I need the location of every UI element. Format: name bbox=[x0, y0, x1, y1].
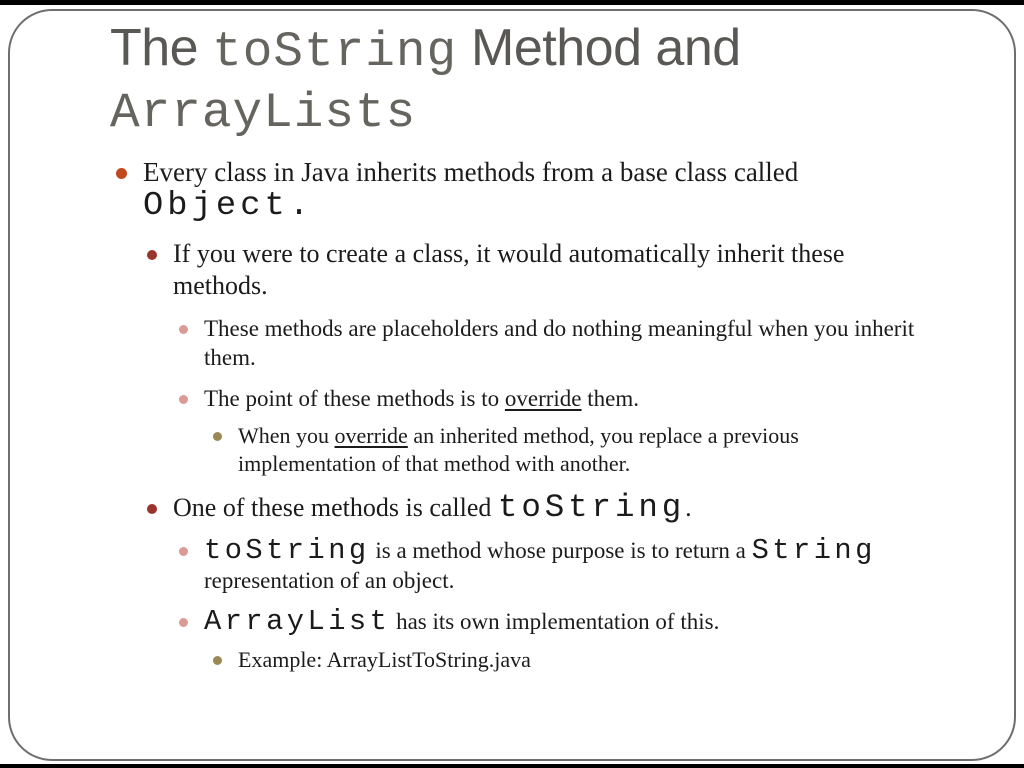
bullet-item-level-4 bbox=[0, 646, 1002, 674]
bullet-text bbox=[204, 536, 1002, 595]
bullet-item-level-2 bbox=[0, 488, 1002, 526]
text-run: The point of these methods is to bbox=[204, 385, 505, 411]
code-text: ArrayLists bbox=[110, 85, 417, 141]
code-text: toString bbox=[212, 24, 458, 80]
text-run: Example: ArrayListToString.java bbox=[238, 646, 531, 672]
bullet-dot-icon bbox=[179, 618, 188, 627]
code-text: toString bbox=[204, 534, 370, 568]
text-run: These methods are placeholders and do nothing meaningful when you inherit bbox=[204, 315, 915, 341]
underlined-text: override bbox=[334, 422, 408, 448]
text-run: The bbox=[110, 19, 213, 77]
text-run: an inherited method, you replace a previous bbox=[407, 422, 799, 448]
bottom-edge-bar bbox=[0, 764, 1024, 768]
bullet-item-level-4 bbox=[0, 422, 1002, 478]
text-run: methods. bbox=[173, 270, 268, 300]
code-text: toString bbox=[497, 488, 686, 526]
bullet-text bbox=[238, 422, 1002, 478]
bullet-item-level-2 bbox=[0, 238, 1002, 302]
top-edge-bar bbox=[0, 0, 1024, 5]
text-run: implementation of that method with another. bbox=[238, 450, 631, 476]
code-text: String bbox=[751, 534, 876, 568]
text-run: has its own implementation of this. bbox=[390, 609, 720, 634]
text-run: representation of an object. bbox=[204, 568, 455, 593]
bullet-dot-icon bbox=[147, 504, 157, 514]
bullet-item-level-1 bbox=[0, 156, 1002, 224]
code-text: Object. bbox=[143, 187, 314, 225]
slide-title bbox=[110, 18, 990, 140]
bullet-dot-icon bbox=[147, 250, 157, 260]
text-run: When you bbox=[238, 422, 335, 448]
text-run: If you were to create a class, it would automatically inherit these bbox=[173, 238, 845, 268]
bullet-dot-icon bbox=[213, 432, 222, 441]
bullet-dot-icon bbox=[179, 325, 188, 334]
text-run: them. bbox=[204, 344, 256, 370]
bullet-text bbox=[143, 156, 1002, 224]
code-text: ArrayList bbox=[204, 605, 391, 638]
bullet-item-level-3 bbox=[0, 607, 1002, 637]
bullet-list bbox=[0, 156, 1002, 674]
text-run: Method and bbox=[457, 19, 741, 77]
text-run: . bbox=[685, 492, 692, 522]
bullet-dot-icon bbox=[179, 547, 188, 556]
bullet-dot-icon bbox=[116, 168, 127, 179]
bullet-item-level-3 bbox=[0, 314, 1002, 372]
bullet-text bbox=[204, 384, 1002, 413]
text-run: them. bbox=[581, 385, 640, 411]
bullet-item-level-3 bbox=[0, 536, 1002, 595]
bullet-text bbox=[173, 238, 1002, 302]
bullet-dot-icon bbox=[213, 656, 222, 665]
bullet-text bbox=[204, 607, 1002, 637]
text-run: is a method whose purpose is to return a bbox=[369, 538, 752, 564]
bullet-text bbox=[204, 314, 1002, 372]
bullet-dot-icon bbox=[179, 395, 188, 404]
bullet-text bbox=[173, 488, 1002, 526]
text-run: One of these methods is called bbox=[173, 492, 498, 522]
bullet-item-level-3 bbox=[0, 384, 1002, 413]
underlined-text: override bbox=[504, 385, 582, 411]
text-run: Every class in Java inherits methods from a base class called bbox=[143, 157, 799, 187]
bullet-text bbox=[238, 646, 1002, 674]
